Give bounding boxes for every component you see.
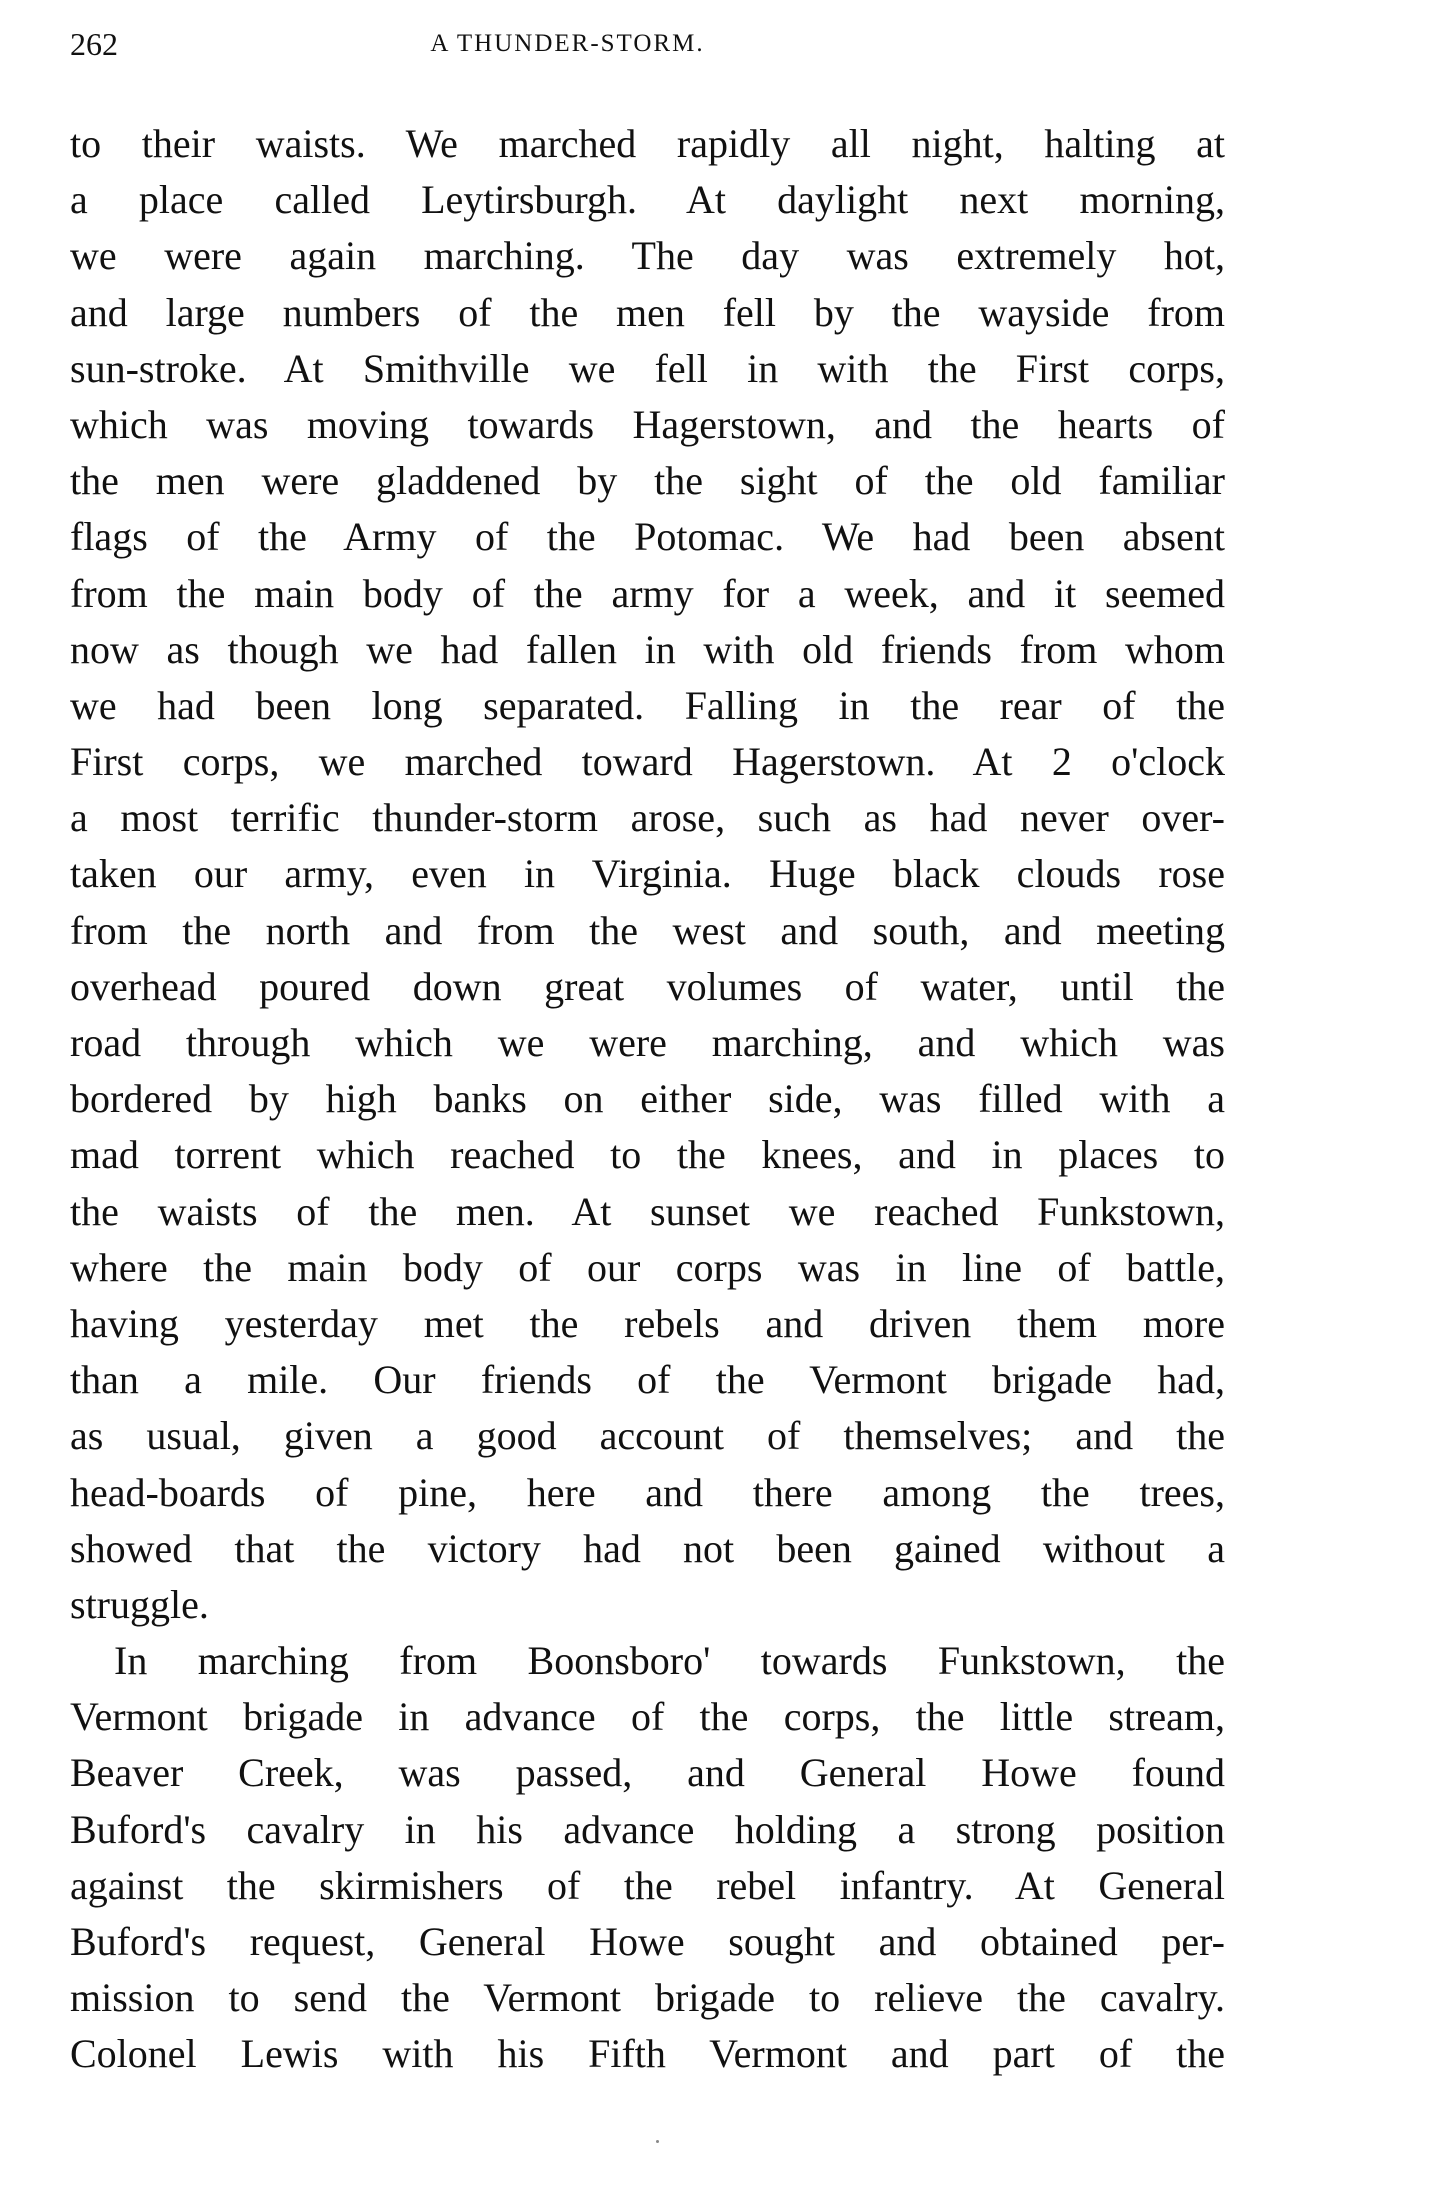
text-line: flags of the Army of the Potomac. We had been absent (70, 514, 1225, 560)
text-line: a most terrific thunder-storm arose, such as had never over- (70, 795, 1225, 841)
text-line: taken our army, even in Virginia. Huge black clouds rose (70, 851, 1225, 897)
text-line: against the skirmishers of the rebel infantry. At General (70, 1862, 1225, 1908)
text-line: mad torrent which reached to the knees, and in places to (70, 1132, 1225, 1178)
text-line: showed that the victory had not been gained without a (70, 1525, 1225, 1571)
text-line: Colonel Lewis with his Fifth Vermont and part of the (70, 2031, 1225, 2077)
text-line: In marching from Boonsboro' towards Funkstown, the (114, 1638, 1225, 1684)
text-line: to their waists. We marched rapidly all night, halting at (70, 121, 1225, 166)
text-line: Buford's request, General Howe sought and obtained per- (70, 1919, 1225, 1964)
text-line: we were again marching. The day was extremely hot, (70, 233, 1225, 279)
text-line: mission to send the Vermont brigade to relieve the cavalry. (70, 1975, 1225, 2021)
text-line: the men were gladdened by the sight of the old familiar (70, 458, 1225, 504)
print-speck (656, 2140, 659, 2143)
running-title: A THUNDER-STORM. (430, 30, 705, 57)
text-line: overhead poured down great volumes of water, until the (70, 963, 1225, 1009)
text-line: struggle. (70, 1581, 209, 1627)
page-body (70, 116, 1225, 2083)
text-line: sun-stroke. At Smithville we fell in with the First corps, (70, 345, 1225, 391)
text-line: as usual, given a good account of themselves; and the (70, 1413, 1225, 1459)
text-line: First corps, we marched toward Hagerstown. At 2 o'clock (70, 739, 1225, 785)
text-line: now as though we had fallen in with old friends from whom (70, 626, 1225, 672)
text-line: we had been long separated. Falling in the rear of the (70, 682, 1225, 728)
text-line: which was moving towards Hagerstown, and the hearts of (70, 401, 1225, 447)
running-header (70, 26, 1225, 70)
text-line: having yesterday met the rebels and driven them more (70, 1300, 1225, 1346)
text-line: from the main body of the army for a week, and it seemed (70, 570, 1225, 616)
text-line: Beaver Creek, was passed, and General Howe found (70, 1750, 1225, 1796)
text-line: head-boards of pine, here and there among the trees, (70, 1469, 1225, 1515)
text-line: where the main body of our corps was in line of battle, (70, 1244, 1225, 1290)
text-line: bordered by high banks on either side, was filled with a (70, 1076, 1225, 1122)
page-number: 262 (70, 26, 118, 62)
text-line: from the north and from the west and south, and meeting (70, 907, 1225, 953)
text-line: a place called Leytirsburgh. At daylight next morning, (70, 177, 1225, 223)
text-line: Buford's cavalry in his advance holding a strong position (70, 1806, 1225, 1852)
text-line: the waists of the men. At sunset we reached Funkstown, (70, 1188, 1225, 1234)
text-line: Vermont brigade in advance of the corps, the little stream, (70, 1694, 1225, 1740)
text-line: and large numbers of the men fell by the wayside from (70, 289, 1225, 335)
text-line: road through which we were marching, and which was (70, 1020, 1225, 1065)
text-line: than a mile. Our friends of the Vermont brigade had, (70, 1357, 1225, 1403)
